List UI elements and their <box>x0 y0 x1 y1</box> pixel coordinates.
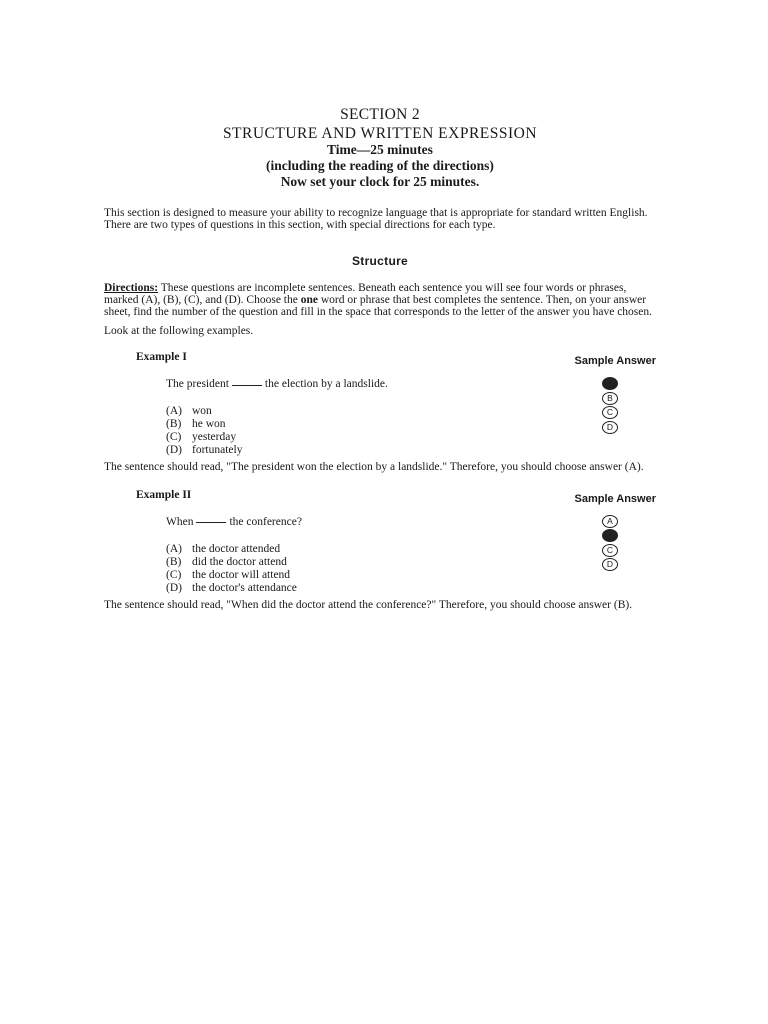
document-page <box>104 106 656 611</box>
example-2-bubble-a: A <box>602 515 618 528</box>
example-1-choice-a: (A) won <box>166 405 212 418</box>
example-1-stem-after: the election by a landslide. <box>264 378 388 391</box>
example-2-sample-answer-label: Sample Answer <box>574 492 656 505</box>
example-1-bubble-a: A <box>602 377 618 390</box>
time-note: (including the reading of the directions) <box>266 157 494 173</box>
directions-label: Directions: <box>104 281 159 294</box>
example-2-label: Example II <box>136 488 192 501</box>
example-2-bubble-b: B <box>602 529 618 542</box>
example-2-stem-after: the conference? <box>229 515 302 528</box>
example-2-bubble-d: D <box>602 558 618 571</box>
example-1-sample-answer-label: Sample Answer <box>574 355 656 368</box>
example-1-choice-c: (C) yesterday <box>166 431 237 444</box>
example-2-choice-a: (A) the doctor attended <box>166 542 281 555</box>
example-2-answer-bubbles <box>602 515 618 573</box>
example-1-stem <box>166 378 388 390</box>
directions-paragraph <box>104 282 656 319</box>
intro-paragraph: This section is designed to measure your ability to recognize language that is appropriate for standard written English. There are two types of questions in this section, with special directions for each type. <box>104 206 648 232</box>
directions-text-1: These questions are incomplete sentences. Beneath each sentence you will see four words or phrases, marked (A), (B), (C), and (D). Choose the <box>104 281 627 306</box>
example-2 <box>104 489 656 601</box>
example-1-blank <box>232 384 262 386</box>
example-1-bubble-c: C <box>602 406 618 419</box>
example-1-choice-d: (D) fortunately <box>166 444 243 457</box>
directions-text-2: word or phrase that best completes the sentence. Then, on your answer sheet, find the number of the question and fill in the space that corresponds to the letter of the answer you have chosen. <box>104 293 653 319</box>
example-2-bubble-c: C <box>602 544 618 557</box>
example-2-stem <box>166 516 302 528</box>
directions-emphasis: one <box>300 293 318 306</box>
example-2-choice-d: (D) the doctor's attendance <box>166 581 297 594</box>
example-2-choices <box>166 543 297 595</box>
example-2-stem-before: When <box>166 515 194 528</box>
example-1-explanation: The sentence should read, "The president won the election by a landslide." Therefore, you should choose answer (A). <box>104 461 644 474</box>
example-1-label: Example I <box>136 351 187 364</box>
look-at-examples: Look at the following examples. <box>104 325 254 338</box>
clock-instruction: Now set your clock for 25 minutes. <box>280 173 480 189</box>
example-2-explanation: The sentence should read, "When did the doctor attend the conference?" Therefore, you should choose answer (B). <box>104 598 633 611</box>
example-1-stem-before: The president <box>166 378 229 391</box>
example-1-choices <box>166 405 242 457</box>
example-2-choice-c: (C) the doctor will attend <box>166 568 291 581</box>
example-1-answer-bubbles <box>602 377 618 435</box>
time-limit: Time—25 minutes <box>327 142 433 158</box>
section-title: STRUCTURE AND WRITTEN EXPRESSION <box>222 125 538 143</box>
example-2-choice-b: (B) did the doctor attend <box>166 555 287 568</box>
example-1 <box>104 351 656 463</box>
example-1-choice-b: (B) he won <box>166 418 226 431</box>
example-1-bubble-b: B <box>602 392 618 405</box>
example-1-bubble-d: D <box>602 421 618 434</box>
example-2-blank <box>196 521 226 523</box>
structure-heading: Structure <box>351 253 409 268</box>
section-number: SECTION 2 <box>340 106 420 123</box>
